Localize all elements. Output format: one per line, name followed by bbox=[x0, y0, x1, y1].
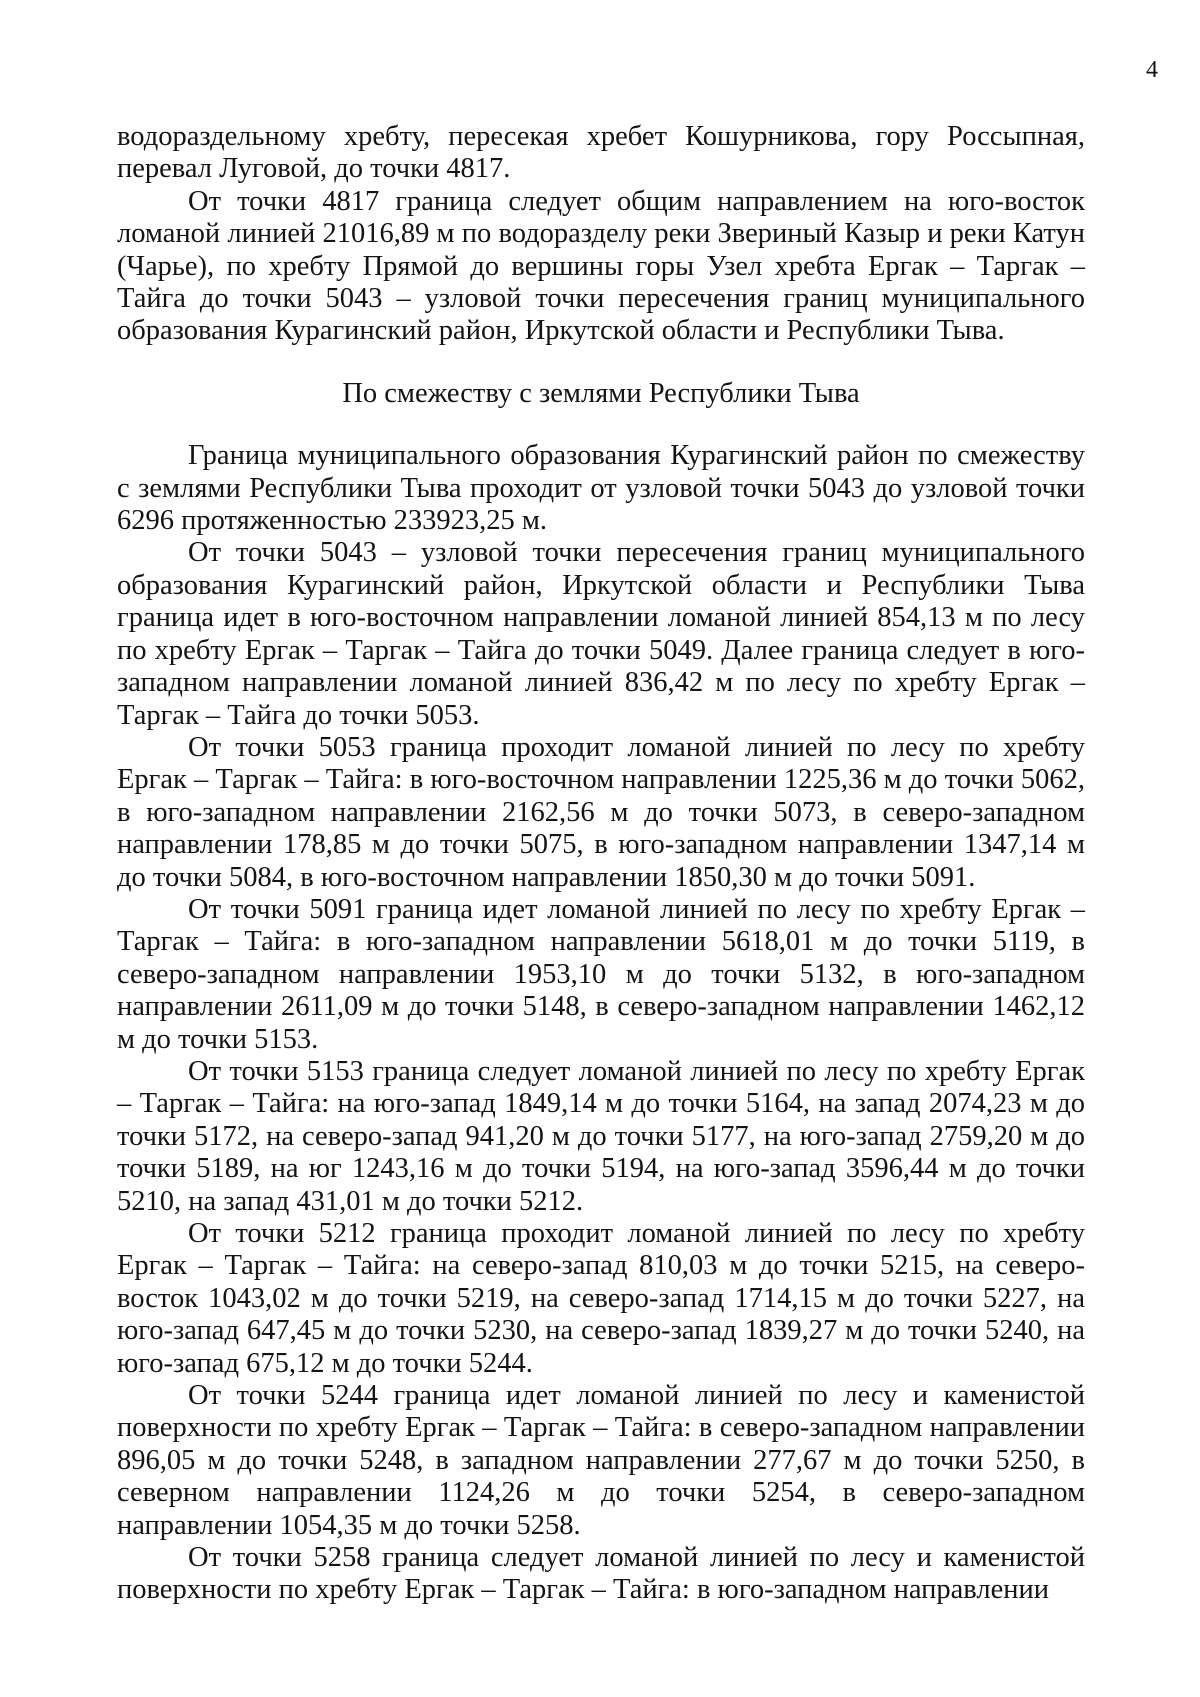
paragraph: Граница муниципального образования Курагинский район по смежеству с землями Республики Тыва проходит от узловой точки 5043 до узловой точки 6296 протяженностью 233923,25 м. bbox=[117, 440, 1085, 537]
paragraph: От точки 5153 граница следует ломаной линией по лесу по хребту Ергак – Таргак – Тайга: на юго-запад 1849,14 м до точки 5164, на запад 2074,23 м до точки 5172, на северо-запад 941,20 м до точки 5177, на юго-запад 2759,20 м до точки 5189, на юг 1243,16 м до точки 5194, на юго-запад 3596,44 м до точки 5210, на запад 431,01 м до точки 5212. bbox=[117, 1055, 1085, 1217]
paragraph: От точки 5258 граница следует ломаной линией по лесу и каменистой поверхности по хребту Ергак – Таргак – Тайга: в юго-западном направлении bbox=[117, 1542, 1085, 1606]
paragraph: От точки 4817 граница следует общим направлением на юго-восток ломаной линией 21016,89 м по водоразделу реки Звериный Казыр и реки Катун (Чарье), по хребту Прямой до вершины горы Узел хребта Ергак – Таргак – Тайга до точки 5043 – узловой точки пересечения границ муниципального образования Курагинский район, Иркутской области и Республики Тыва. bbox=[117, 185, 1085, 347]
paragraph: От точки 5212 граница проходит ломаной линией по лесу по хребту Ергак – Таргак – Тайга: на северо-запад 810,03 м до точки 5215, на северо-восток 1043,02 м до точки 5219, на северо-запад 1714,15 м до точки 5227, на юго-запад 647,45 м до точки 5230, на северо-запад 1839,27 м до точки 5240, на юго-запад 675,12 м до точки 5244. bbox=[117, 1218, 1085, 1379]
section-heading: По смежеству с землями Республики Тыва bbox=[342, 377, 860, 409]
paragraph: От точки 5244 граница идет ломаной линией по лесу и каменистой поверхности по хребту Ергак – Таргак – Тайга: в северо-западном направлении 896,05 м до точки 5248, в западном направлении 277,67 м до точки 5250, в северном направлении 1124,26 м до точки 5254, в северо-западном направлении 1054,35 м до точки 5258. bbox=[117, 1380, 1085, 1541]
page-number: 4 bbox=[1146, 57, 1158, 83]
document-body bbox=[117, 121, 1085, 1607]
paragraph: От точки 5091 граница идет ломаной линией по лесу по хребту Ергак – Таргак – Тайга: в юго-западном направлении 5618,01 м до точки 5119, в северо-западном направлении 1953,10 м до точки 5132, в юго-западном направлении 2611,09 м до точки 5148, в северо-западном направлении 1462,12 м до точки 5153. bbox=[117, 893, 1085, 1055]
paragraph: водораздельному хребту, пересекая хребет Кошурникова, гору Россыпная, перевал Луговой, до точки 4817. bbox=[117, 121, 1085, 185]
paragraph: От точки 5043 – узловой точки пересечения границ муниципального образования Курагинский район, Иркутской области и Республики Тыва граница идет в юго-восточном направлении ломаной линией 854,13 м по лесу по хребту Ергак – Таргак – Тайга до точки 5049. Далее граница следует в юго-западном направлении ломаной линией 836,42 м по лесу по хребту Ергак – Таргак – Тайга до точки 5053. bbox=[117, 537, 1085, 731]
paragraph: От точки 5053 граница проходит ломаной линией по лесу по хребту Ергак – Таргак – Тайга: в юго-восточном направлении 1225,36 м до точки 5062, в юго-западном направлении 2162,56 м до точки 5073, в северо-западном направлении 178,85 м до точки 5075, в юго-западном направлении 1347,14 м до точки 5084, в юго-восточном направлении 1850,30 м до точки 5091. bbox=[117, 731, 1085, 893]
